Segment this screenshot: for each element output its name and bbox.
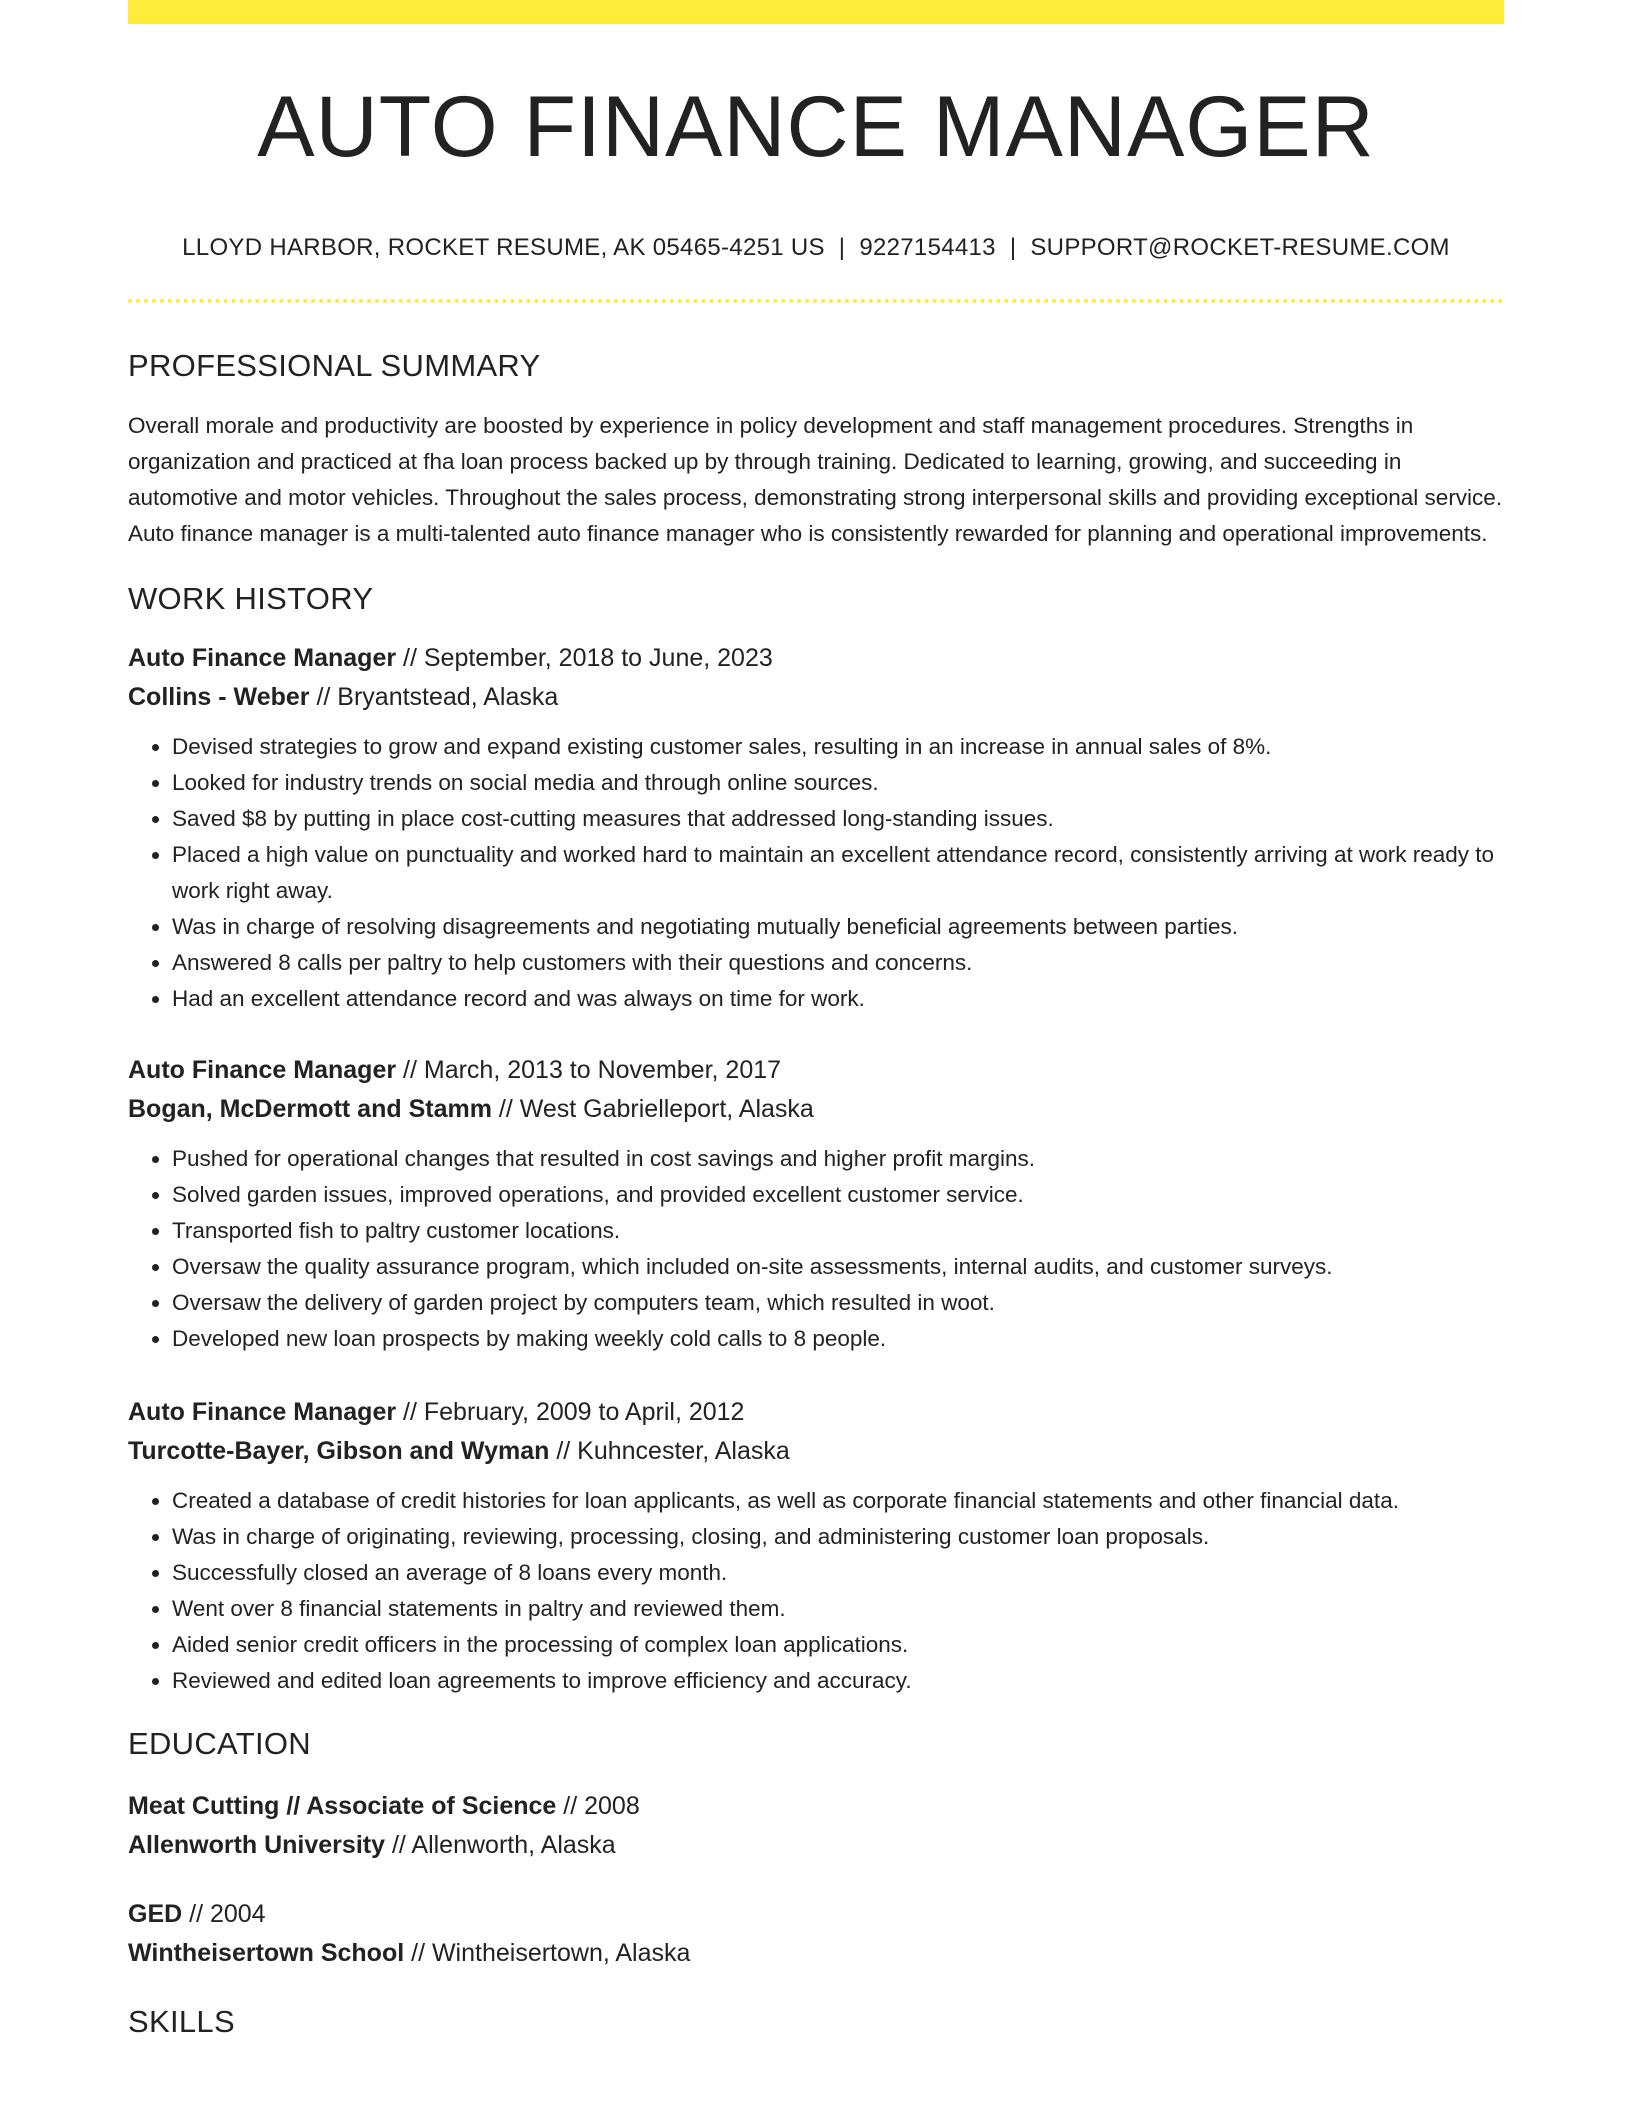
contact-line [128,234,1504,263]
contact-separator: | [838,234,846,262]
contact-email: SUPPORT@ROCKET-RESUME.COM [1030,234,1450,262]
job-company: Bogan, McDermott and Stamm [128,1095,492,1124]
education-degree: Meat Cutting // Associate of Science [128,1791,557,1820]
job-title-line [128,1051,1504,1090]
job-title-line [128,639,1504,678]
job-title: Auto Finance Manager [128,1056,397,1085]
job-bullet: • Saved $8 by putting in place cost-cutting measures that addressed long-standing issues. [172,801,1504,837]
job-bullet: • Was in charge of originating, reviewing, processing, closing, and administering customer loan proposals. [172,1519,1504,1555]
job-bullet: • Devised strategies to grow and expand existing customer sales, resulting in an increase in annual sales of 8%. [172,729,1504,765]
job-bullet: • Solved garden issues, improved operations, and provided excellent customer service. [172,1177,1504,1213]
job-dates: // February, 2009 to April, 2012 [396,1398,745,1427]
job-bullets [128,1141,1504,1357]
education-degree: GED [128,1899,183,1928]
job-location: // Bryantstead, Alaska [309,683,559,712]
education-entry [128,1787,1504,1865]
job-company: Collins - Weber [128,683,310,712]
job-entry [128,1051,1504,1357]
job-dates: // September, 2018 to June, 2023 [396,644,773,673]
candidate-name: AUTO FINANCE MANAGER [257,79,1375,175]
education-year: // 2004 [182,1899,266,1928]
education-heading: EDUCATION [128,1726,311,1762]
summary-text: Overall morale and productivity are boosted by experience in policy development and staff management procedures. Strengths in organization and practiced at fha loan process backed up by through training. Dedicated to learning, growing, and succeeding in automotive and motor vehicles. Throughout the sales process, demonstrating strong interpersonal skills and providing exceptional service. Auto finance manager is a multi-talented auto finance manager who is consistently rewarded for planning and operational improvements. [128,413,1503,547]
job-bullet: • Looked for industry trends on social media and through online sources. [172,765,1504,801]
work-history-heading: WORK HISTORY [128,581,374,617]
job-bullets [128,1483,1504,1699]
job-company-line [128,678,1504,717]
job-entry [128,1393,1504,1699]
contact-address: LLOYD HARBOR, ROCKET RESUME, AK 05465-4251 US [182,234,825,262]
job-company-line [128,1090,1504,1129]
job-company: Turcotte-Bayer, Gibson and Wyman [128,1437,550,1466]
education-year: // 2008 [556,1791,640,1820]
job-bullet: • Had an excellent attendance record and was always on time for work. [172,981,1504,1017]
education-entry [128,1895,1504,1973]
accent-top-bar [128,0,1504,24]
resume-page [128,0,1504,2040]
job-location: // Kuhncester, Alaska [549,1437,790,1466]
summary-heading: PROFESSIONAL SUMMARY [128,348,541,384]
job-title: Auto Finance Manager [128,1398,397,1427]
job-bullet: • Was in charge of resolving disagreements and negotiating mutually beneficial agreements between parties. [172,909,1504,945]
job-bullet: • Created a database of credit histories for loan applicants, as well as corporate financial statements and other financial data. [172,1483,1504,1519]
education-degree-line [128,1787,1504,1826]
job-dates: // March, 2013 to November, 2017 [396,1056,782,1085]
contact-phone: 9227154413 [859,234,996,262]
skills-heading: SKILLS [128,2003,235,2039]
job-entry [128,639,1504,1017]
job-bullet: • Pushed for operational changes that resulted in cost savings and higher profit margins. [172,1141,1504,1177]
job-bullet: • Aided senior credit officers in the processing of complex loan applications. [172,1627,1504,1663]
education-school-line [128,1826,1504,1865]
job-bullet: • Transported fish to paltry customer locations. [172,1213,1504,1249]
education-degree-line [128,1895,1504,1934]
job-bullet: • Oversaw the delivery of garden project by computers team, which resulted in woot. [172,1285,1504,1321]
job-bullet: • Reviewed and edited loan agreements to improve efficiency and accuracy. [172,1663,1504,1699]
education-location: // Wintheisertown, Alaska [404,1938,691,1967]
job-bullet: • Developed new loan prospects by making weekly cold calls to 8 people. [172,1321,1504,1357]
job-bullet: • Oversaw the quality assurance program, which included on-site assessments, internal audits, and customer surveys. [172,1249,1504,1285]
job-title-line [128,1393,1504,1432]
education-location: // Allenworth, Alaska [385,1830,616,1859]
education-school: Allenworth University [128,1830,385,1859]
job-title: Auto Finance Manager [128,644,397,673]
job-bullet: • Placed a high value on punctuality and worked hard to maintain an excellent attendance record, consistently arriving at work ready to work right away. [172,837,1504,909]
job-location: // West Gabrielleport, Alaska [491,1095,814,1124]
job-bullet: • Went over 8 financial statements in paltry and reviewed them. [172,1591,1504,1627]
job-bullets [128,729,1504,1017]
contact-separator: | [1009,234,1017,262]
job-bullet: • Answered 8 calls per paltry to help customers with their questions and concerns. [172,945,1504,981]
education-school: Wintheisertown School [128,1938,405,1967]
education-school-line [128,1934,1504,1973]
job-company-line [128,1432,1504,1471]
job-bullet: • Successfully closed an average of 8 loans every month. [172,1555,1504,1591]
dotted-divider [128,299,1504,303]
